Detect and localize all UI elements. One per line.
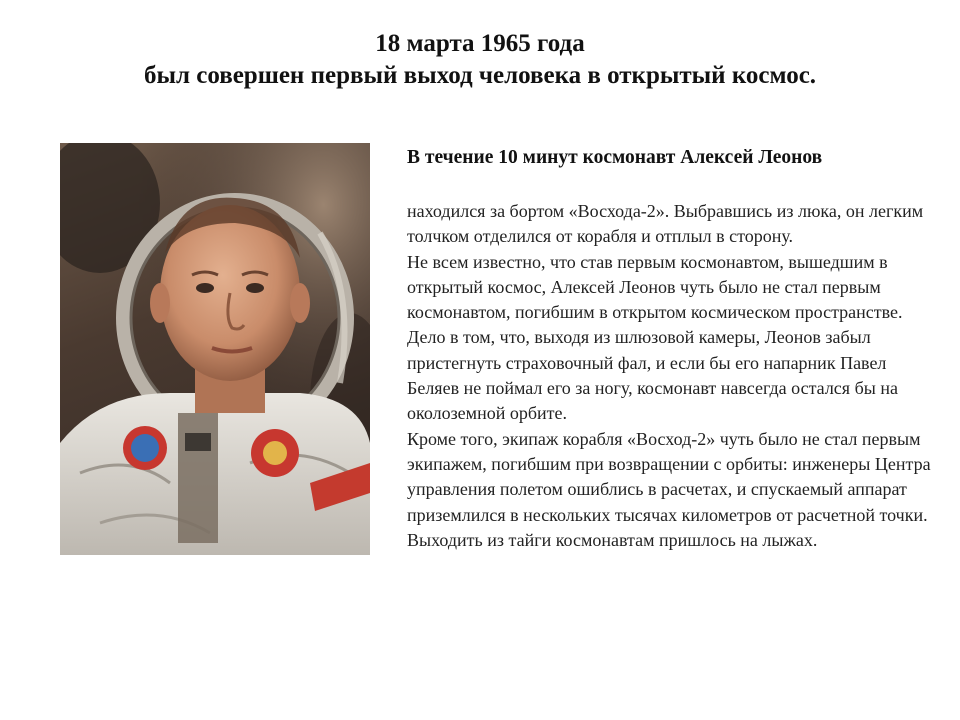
- title-line-event: был совершен первый выход человека в открытый космос.: [143, 62, 817, 89]
- cosmonaut-photo: [60, 143, 370, 555]
- title-line-date: 18 марта 1965 года: [375, 30, 585, 57]
- page-title: [60, 28, 900, 92]
- cosmonaut-illustration: [60, 143, 370, 555]
- paragraph-exit: находился за бортом «Восхода-2». Выбравшись из люка, он легким толчком отделился от корабля и отплыл в сторону.: [407, 201, 924, 247]
- paragraph-tether: Не всем известно, что став первым космонавтом, вышедшим в открытый космос, Алексей Леонов чуть было не стал первым космонавтом, погибшим в открытом космическом пространстве. Дело в том, что, выходя из шлюзовой камеры, Леонов забыл пристегнуть страховочный фал, и если бы его напарник Павел Беляев не поймал его за ногу, космонавт навсегда остался бы на околоземной орбите.: [407, 251, 903, 424]
- article-body: [407, 199, 937, 553]
- paragraph-landing: Кроме того, экипаж корабля «Восход-2» чуть было не стал первым экипажем, погибшим при возвращении с орбиты: инженеры Центра управления полетом ошиблись в расчетах, и спускаемый аппарат приземлился в нескольких тысячах километров от расчетной точки. Выходить из тайги космонавтам пришлось на лыжах.: [407, 428, 931, 550]
- subheading: В течение 10 минут космонавт Алексей Леонов: [407, 147, 823, 168]
